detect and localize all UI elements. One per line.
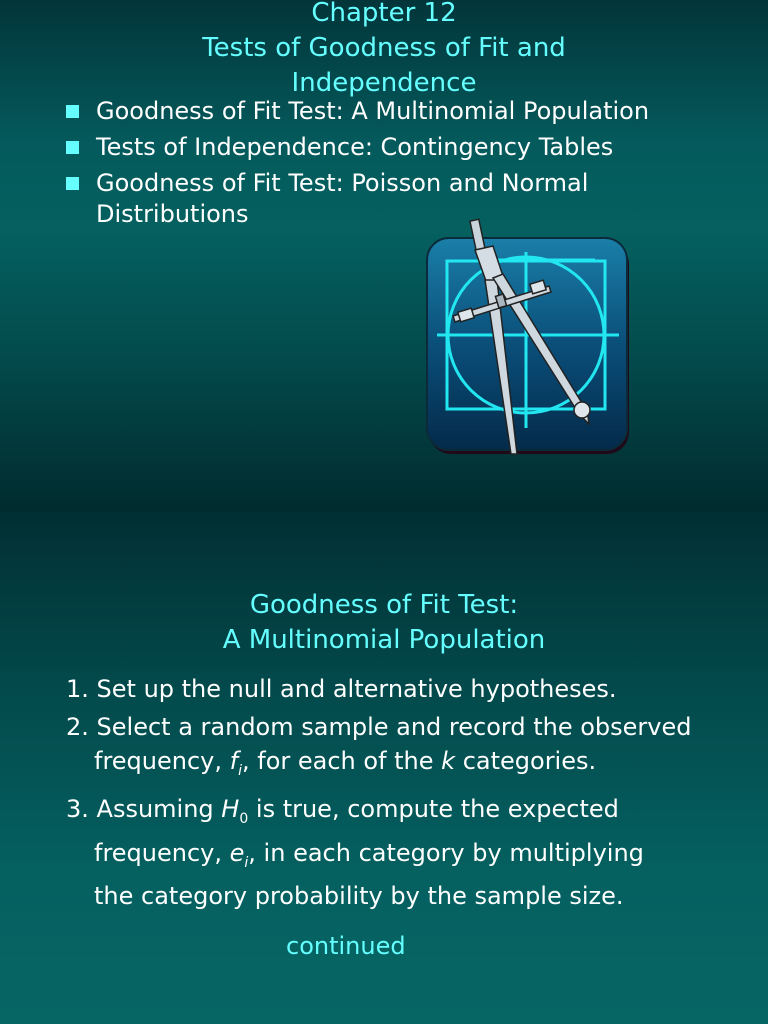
chapter-topics-list: [66, 96, 706, 235]
step-3-line-1: 3. Assuming $H_0$ is true, compute the expected: [66, 794, 619, 827]
step-2-line-1: 2. Select a random sample and record the observed: [66, 713, 692, 741]
procedure-steps: [66, 672, 726, 917]
step-3-line-2: frequency, $e_i$, in each category by multiplying: [94, 838, 644, 871]
bullet-square-icon: [66, 141, 79, 154]
slide-2-title: [0, 588, 768, 658]
list-item: Goodness of Fit Test: Poisson and Normal Distributions: [66, 168, 706, 230]
compass-drafting-icon: [425, 218, 635, 460]
list-item: Goodness of Fit Test: A Multinomial Population: [66, 96, 706, 127]
step-3-line-3: the category probability by the sample size.: [94, 882, 624, 911]
bullet-square-icon: [66, 177, 79, 190]
list-item: Tests of Independence: Contingency Tables: [66, 132, 706, 163]
title-line-3: Independence: [291, 68, 477, 98]
title-line-2: A Multinomial Population: [222, 625, 546, 655]
step-2-line-2: frequency, $f_i$, for each of the k categories.: [94, 747, 597, 779]
step-2: [66, 710, 726, 788]
step-3: [66, 792, 726, 914]
bullet-square-icon: [66, 105, 79, 118]
title-line-2: Tests of Goodness of Fit and: [202, 33, 566, 63]
continued-label: continued: [286, 932, 406, 960]
slide-1-title: [0, 0, 768, 101]
step-1: 1. Set up the null and alternative hypotheses.: [66, 675, 617, 703]
title-line-1: Goodness of Fit Test:: [249, 590, 519, 620]
title-line-1: Chapter 12: [311, 0, 457, 28]
